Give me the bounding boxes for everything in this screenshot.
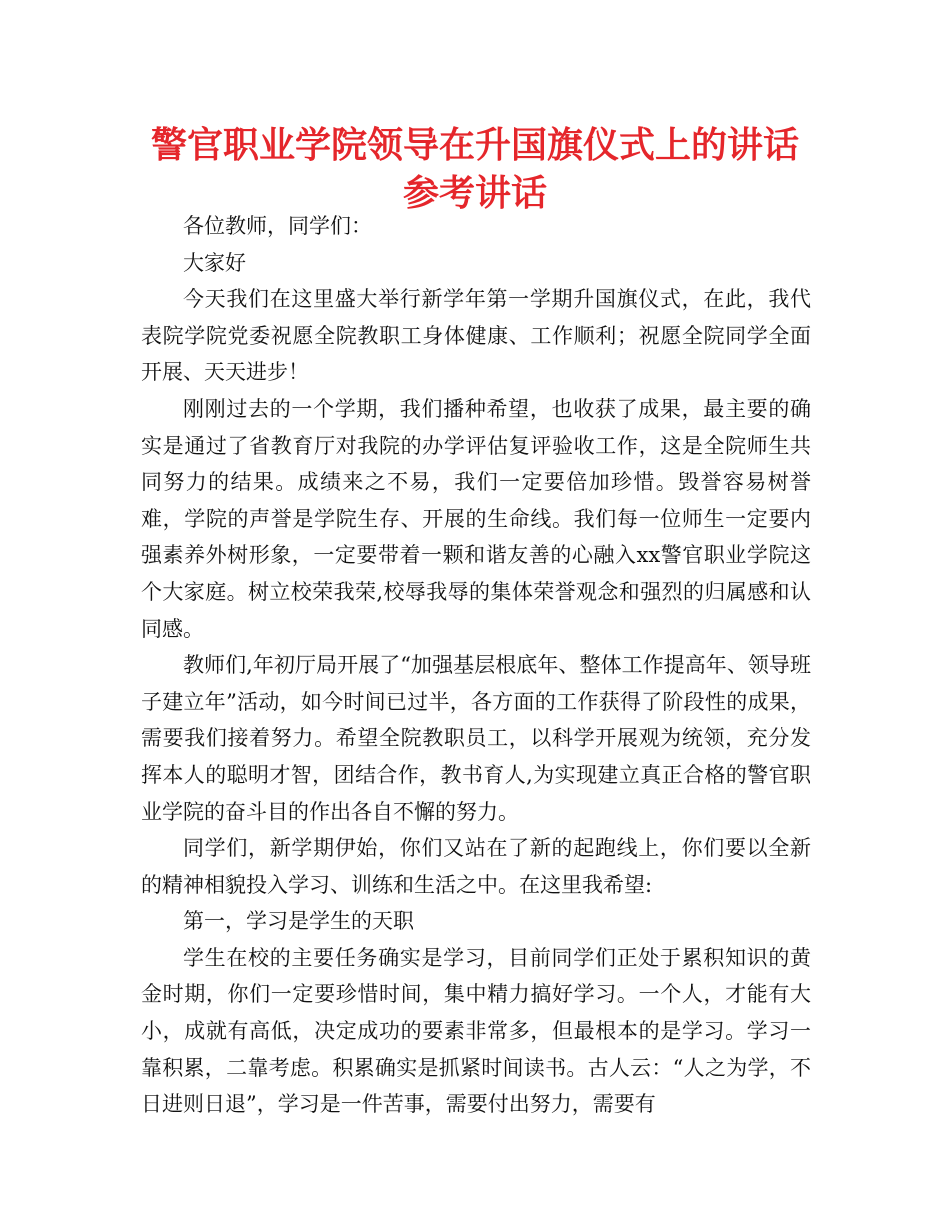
document-title: 警官职业学院领导在升国旗仪式上的讲话 xyxy=(150,125,799,166)
body-paragraph: 教师们,年初厅局开展了“加强基层根底年、整体工作提高年、领导班子建立年”活动，如今时间已过半，各方面的工作获得了阶段性的成果，需要我们接着努力。希望全院教职员工，以科学开展观为统领，充分发挥本人的聪明才智，团结合作，教书育人,为实现建立真正合格的警官职业学院的奋斗目的作出各自不懈的努力。 xyxy=(141,653,811,824)
document-subtitle: 参考讲话 xyxy=(402,173,547,214)
body-paragraph: 学生在校的主要任务确实是学习，目前同学们正处于累积知识的黄金时期，你们一定要珍惜时间，集中精力搞好学习。一个人，才能有大小，成就有高低，决定成功的要素非常多，但最根本的是学习。学习一靠积累，二靠考虑。积累确实是抓紧时间读书。古人云：“人之为学，不日进则日退”，学习是一件苦事，需要付出努力，需要有 xyxy=(141,945,811,1117)
salutation: 各位教师，同学们： xyxy=(183,214,372,238)
section-heading: 第一，学习是学生的天职 xyxy=(183,909,414,934)
body-paragraph: 同学们，新学期伊始，你们又站在了新的起跑线上，你们要以全新的精神相貌投入学习、训练和生活之中。在这里我希望: xyxy=(141,836,811,897)
body-paragraph: 刚刚过去的一个学期，我们播种希望，也收获了成果，最主要的确实是通过了省教育厅对我院的办学评估复评验收工作，这是全院师生共同努力的结果。成绩来之不易，我们一定要倍加珍惜。毁誉容易树誉难，学院的声誉是学院生存、开展的生命线。我们每一位师生一定要内强素养外树形象，一定要带着一颗和谐友善的心融入xx警官职业学院这个大家庭。树立校荣我荣,校辱我辱的集体荣誉观念和强烈的归属感和认同感。 xyxy=(141,396,811,641)
document-body xyxy=(141,208,811,1123)
greeting: 大家好 xyxy=(183,250,246,275)
body-paragraph: 今天我们在这里盛大举行新学年第一学期升国旗仪式，在此，我代表院学院党委祝愿全院教职工身体健康、工作顺利；祝愿全院同学全面开展、天天进步！ xyxy=(141,287,811,385)
